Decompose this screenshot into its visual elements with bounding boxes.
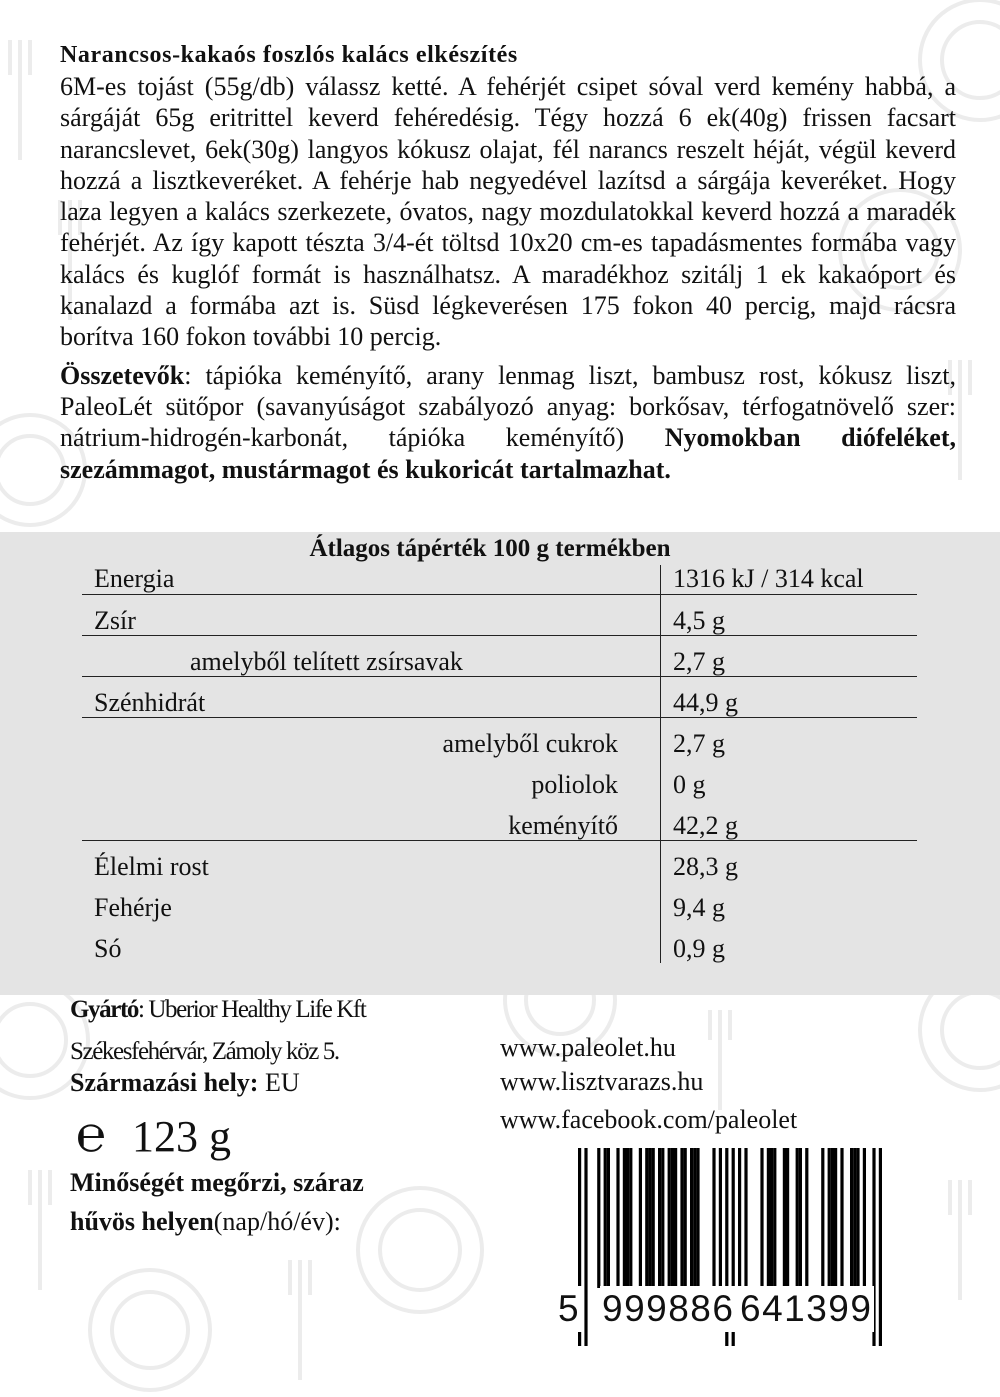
table-row (82, 635, 917, 676)
link-paleolet[interactable]: www.paleolet.hu (500, 1033, 676, 1062)
recipe-title: Narancsos-kakaós foszlós kalács elkészítés (60, 42, 518, 68)
barcode-bar (744, 1148, 747, 1288)
table-row (82, 758, 917, 799)
net-weight (76, 1105, 231, 1163)
nutrient-name: amelyből cukrok (82, 717, 661, 758)
nutrient-value: 2,7 g (661, 635, 918, 676)
nutrient-name: Energia (82, 565, 661, 594)
table-row (82, 594, 917, 635)
barcode-bar (604, 1148, 607, 1288)
barcode-bar (799, 1148, 802, 1288)
barcode-bar (658, 1148, 661, 1288)
table-row (82, 676, 917, 717)
net-weight-value: 123 g (132, 1112, 232, 1161)
barcode-bar (607, 1148, 610, 1288)
barcode-bar (645, 1148, 648, 1288)
barcode-bar (856, 1148, 859, 1288)
barcode-bar (629, 1148, 632, 1288)
nutrient-value: 0 g (673, 770, 706, 799)
barcode-bar (786, 1148, 789, 1288)
barcode-bar (693, 1148, 696, 1288)
barcode-bar (626, 1148, 629, 1288)
nutrient-name: Fehérje (82, 881, 661, 922)
barcode-bar (821, 1148, 824, 1288)
barcode-bar (648, 1148, 651, 1288)
barcode-bar (853, 1148, 856, 1288)
barcode-bar (783, 1148, 786, 1288)
barcode-bar (796, 1148, 799, 1288)
nutrition-table (82, 565, 917, 963)
storage-line-2 (70, 1207, 341, 1237)
origin-line (70, 1068, 300, 1098)
barcode-bar (719, 1148, 722, 1288)
barcode-bar (674, 1148, 677, 1288)
link-facebook[interactable]: www.facebook.com/paleolet (500, 1105, 798, 1134)
barcode-bar (690, 1148, 693, 1288)
barcode-bar (584, 1148, 587, 1346)
origin-label: Származási hely: (70, 1068, 259, 1097)
recipe-method-text: 6M-es tojást (55g/db) válassz ketté. A fehérjét csipet sóval verd kemény habbá, a sárgáját 65g eritrittel keverd fehéredésig. Tégy hozzá 6 ek(40g) frissen facsart narancslevet, 6ek(30g) langyos kókusz olajat, fél narancs reszelt héját, végül keverd hozzá a lisztkeveréket. A fehérje hab negyedével lazítsd a sárgája keveréket. Hogy laza legyen a kalács szerkezete, óvatos, nagy mozdulatokkal keverd hozzá a maradék fehérjét. Az így kapott tészta 3/4-ét töltsd 10x20 cm-es tapadásmentes formába vagy kalács és kuglóf formát is használhatsz. A maradékhoz szitálj 1 ek kakaóport és kanalazd a formába azt is. Süsd légkeverésen 175 fokon 40 percig, majd rácsra borítva 160 fokon további 10 percig. (60, 72, 956, 352)
storage-condition: hűvös helyen (70, 1207, 214, 1236)
barcode-bar (760, 1148, 763, 1288)
nutrient-name: keményítő (82, 799, 661, 840)
barcode-bar (773, 1148, 776, 1288)
barcode-bar (863, 1148, 866, 1288)
nutrient-value: 0,9 g (673, 934, 725, 963)
barcode-bar (671, 1148, 674, 1288)
estimated-sign-icon: ℮ (76, 1106, 107, 1162)
link-lisztvarazs[interactable]: www.lisztvarazs.hu (500, 1067, 704, 1096)
nutrient-value: 4,5 g (661, 594, 918, 635)
origin-value: EU (258, 1068, 300, 1097)
table-row (82, 717, 917, 758)
ingredients-label: Összetevők (60, 360, 185, 390)
nutrient-name: Szénhidrát (82, 676, 661, 717)
nutrient-value: 1316 kJ / 314 kcal (661, 565, 918, 594)
barcode-right-digits: 641399 (738, 1286, 874, 1332)
barcode-left-digits: 999886 (600, 1286, 736, 1332)
storage-date-format: (nap/hó/év): (213, 1207, 341, 1236)
table-row (82, 840, 917, 881)
nutrient-value: 44,9 g (661, 676, 918, 717)
barcode-bar (597, 1148, 600, 1288)
barcode-bar (831, 1148, 834, 1288)
manufacturer-address: Székesfehérvár, Zámoly köz 5. (70, 1038, 339, 1065)
nutrient-value: 2,7 g (673, 729, 725, 758)
table-row (82, 881, 917, 922)
nutrient-name: Só (82, 922, 661, 963)
ingredients-paragraph (60, 360, 956, 485)
nutrient-name: amelyből telített zsírsavak (82, 635, 661, 676)
barcode-bar (696, 1148, 699, 1288)
recipe-section (60, 40, 956, 485)
barcode-bar (661, 1148, 664, 1288)
ingredients-list: : tápióka keményítő, arany lenmag liszt, bambusz rost, kókusz liszt, PaleoLét sütőpor (savanyúságot szabályozó anyag: borkősav, térfogatnövelő szer: nátrium-hidrogén-karbonát, tápióka keményítő) (60, 360, 956, 453)
nutrient-value: 28,3 g (673, 852, 738, 881)
barcode-bar (770, 1148, 773, 1288)
manufacturer-line (70, 996, 365, 1024)
barcode-first-digit: 5 (556, 1286, 582, 1332)
nutrient-name: Zsír (82, 594, 661, 635)
barcode-bar (828, 1148, 831, 1288)
nutrient-name: poliolok (82, 758, 661, 799)
barcode-bar (652, 1148, 655, 1288)
nutrient-value: 42,2 g (661, 799, 918, 840)
barcode-bar (738, 1148, 741, 1288)
barcode-bar (834, 1148, 837, 1288)
barcode-bar (805, 1148, 808, 1288)
barcode-bar (712, 1148, 715, 1288)
nutrient-value: 9,4 g (673, 893, 725, 922)
table-row (82, 922, 917, 963)
barcode-bar (616, 1148, 619, 1288)
nutrition-title: Átlagos tápérték 100 g termékben (309, 535, 671, 562)
barcode-bar (850, 1148, 853, 1288)
barcode-bar (879, 1148, 882, 1346)
manufacturer-name: : Uberior Healthy Life Kft (137, 996, 366, 1023)
allergen-warning: Nyomokban diófeléket, szezámmagot, mustármagot és kukoricát tartalmazhat. (60, 423, 956, 484)
barcode-bar (840, 1148, 843, 1288)
barcode-bar (684, 1148, 687, 1288)
table-row (82, 799, 917, 840)
barcode-bar (623, 1148, 626, 1288)
nutrition-panel (0, 532, 1000, 995)
table-row (82, 565, 917, 594)
nutrient-name: Élelmi rost (82, 840, 661, 881)
barcode-bar (680, 1148, 683, 1288)
storage-line-1: Minőségét megőrzi, száraz (70, 1168, 364, 1197)
barcode-bar (767, 1148, 770, 1288)
manufacturer-label: Gyártó (70, 996, 138, 1023)
barcode-bar (639, 1148, 642, 1288)
barcode-bar (668, 1148, 671, 1288)
